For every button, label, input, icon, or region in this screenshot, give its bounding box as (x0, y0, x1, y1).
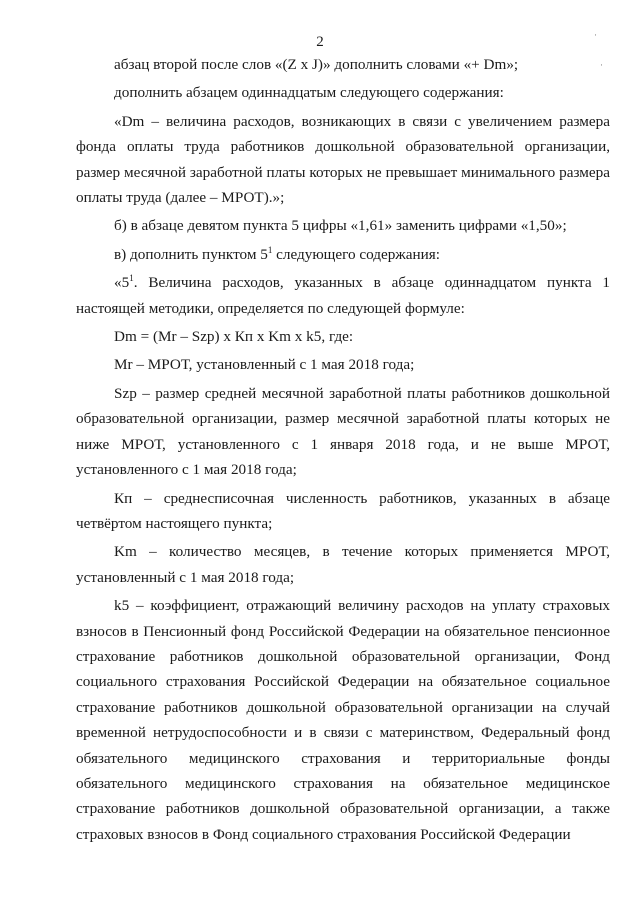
paragraph-6-text: «5 (114, 274, 130, 292)
definition-kp: Кп – среднесписочная численность работников, указанных в абзаце четвёртом настоящего пункта; (76, 489, 610, 532)
paragraph-6-text-end: . Величина расходов, указанных в абзаце одиннадцатом пункта 1 настоящей методики, определяется по следующей формуле: (76, 274, 610, 317)
page-number: 2 (316, 34, 324, 50)
definition-k5: k5 – коэффициент, отражающий величину расходов на уплату страховых взносов в Пенсионный фонд Российской Федерации на обязательное пенсионное страхование работников дошкольной образовательной организации, Фонд социального страхования Российской Федерации на обязательное социальное страхование работников дошкольной образовательной организации на случай временной нетрудоспособности и в связи с материнством, Федеральный фонд обязательного медицинского страхования и территориальные фонды обязательного медицинского страхования на обязательное медицинское страхование работников дошкольной образовательной организации, а также страховых взносов в Фонд социального страхования Российской Федерации (76, 597, 610, 843)
superscript: 1 (267, 244, 273, 255)
scan-mark-1: · (594, 30, 597, 40)
paragraph-5-text-end: следующего содержания: (272, 245, 440, 263)
paragraph-2: дополнить абзацем одиннадцатым следующего содержания: (114, 84, 504, 102)
formula: Dm = (Mr – Szp) x Кп x Km x k5, где: (114, 328, 354, 346)
definition-szp: Szp – размер средней месячной заработной платы работников дошкольной образовательной организации, размер месячной заработной платы которых не ниже МРОТ, установленного с 1 января 2018 года, и не выше МРОТ, установленного с 1 мая 2018 года; (76, 384, 610, 479)
scan-mark-2: · (600, 60, 603, 70)
definition-mr: Mr – МРОТ, установленный с 1 мая 2018 года; (114, 356, 415, 374)
paragraph-1: абзац второй после слов «(Z x J)» дополнить словами «+ Dm»; (114, 56, 519, 73)
definition-km: Km – количество месяцев, в течение которых применяется МРОТ, установленный с 1 мая 2018 года; (76, 543, 610, 586)
paragraph-4: б) в абзаце девятом пункта 5 цифры «1,61» заменить цифрами «1,50»; (114, 217, 567, 235)
paragraph-6 (76, 270, 610, 321)
paragraph-5 (76, 242, 610, 267)
superscript: 1 (129, 273, 134, 284)
paragraph-5-text: в) дополнить пунктом 5 (114, 245, 268, 263)
document-body (76, 52, 610, 847)
paragraph-3: «Dm – величина расходов, возникающих в связи с увеличением размера фонда оплаты труда работников дошкольной образовательной организации, размер месячной заработной платы которых не превышает минимального размера оплаты труда (далее – МРОТ).»; (76, 112, 610, 207)
